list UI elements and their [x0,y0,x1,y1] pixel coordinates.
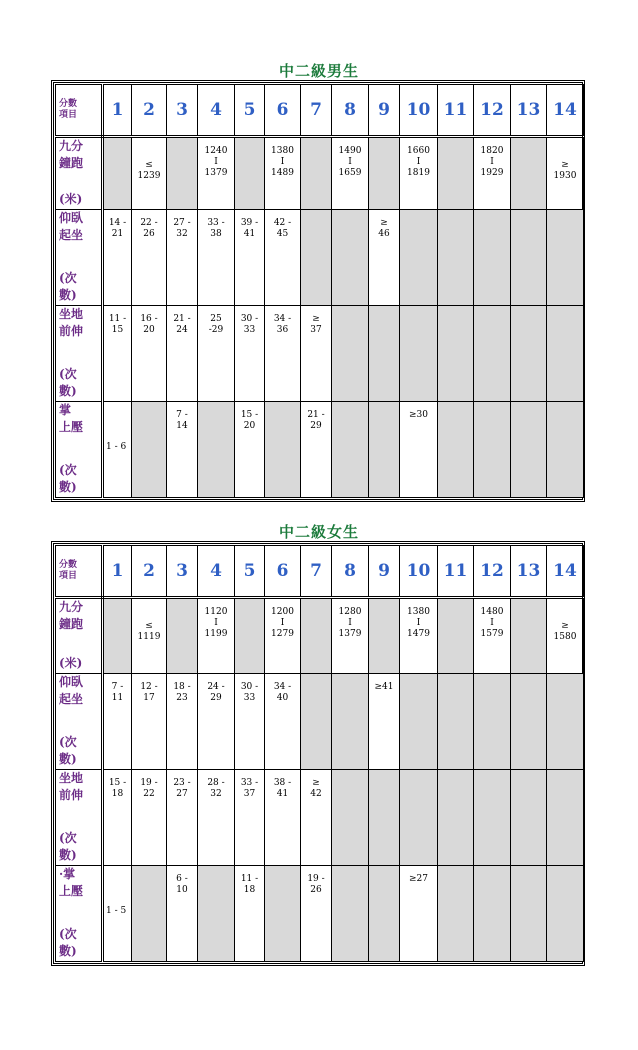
score-cell-value: 19 - 22 [140,778,158,799]
score-cell [301,137,332,210]
score-cell-value [438,306,473,314]
score-cell [167,306,198,402]
score-cell [132,137,167,210]
score-cell-value: ≥41 [374,682,394,692]
score-cell [332,866,369,962]
score-cell [265,306,301,402]
score-cell [438,402,474,498]
score-cell-value [369,599,399,607]
score-cell [167,402,198,498]
score-header-9: 9 [369,85,400,137]
score-cell [400,866,438,962]
score-cell-value [511,402,546,410]
score-cell [198,402,235,498]
score-cell [511,674,547,770]
score-cell [400,402,438,498]
score-cell-value [547,402,583,410]
score-header-8: 8 [332,546,369,598]
score-cell [332,598,369,674]
row-label [56,402,103,498]
score-cell-value [547,866,583,874]
corner-line-score: 分數 [59,99,78,109]
score-cell-value [369,306,399,314]
score-cell-value: ≥ 37 [310,314,322,335]
score-cell [400,674,438,770]
score-cell [132,770,167,866]
score-cell [547,674,584,770]
row-label-name: 仰臥 起坐 [59,211,84,242]
score-cell-value [547,210,583,218]
boys-row-push-ups [56,402,584,498]
score-cell-value [438,210,473,218]
score-cell-value [511,866,546,874]
score-header-14: 14 [547,546,584,598]
score-cell [103,866,132,962]
score-cell [265,770,301,866]
boys-row-nine-minute-run [56,137,584,210]
score-cell-value [400,674,437,682]
score-cell-value [301,210,331,218]
score-cell [132,210,167,306]
score-cell [103,402,132,498]
score-cell-value: 1480 I 1579 [480,607,504,639]
row-label-unit: (次 數) [59,735,77,766]
score-cell-value: 1820 I 1929 [480,146,504,178]
score-cell-value [438,674,473,682]
score-cell [511,210,547,306]
score-cell [132,674,167,770]
score-cell-value [474,674,510,682]
score-cell [438,598,474,674]
score-header-4: 4 [198,546,235,598]
score-cell-value [104,138,131,146]
score-cell [369,674,400,770]
score-cell [167,598,198,674]
score-cell-value [301,599,331,607]
corner-line-item: 項目 [59,571,78,581]
score-cell-value: 1 - 5 [106,906,127,916]
score-cell [103,770,132,866]
score-cell [198,770,235,866]
score-cell-value: 1 - 6 [106,442,127,452]
score-cell-value [301,674,331,682]
score-cell-value: 34 - 40 [273,682,292,703]
score-cell [369,598,400,674]
score-cell-value [511,674,546,682]
score-header-5: 5 [235,546,265,598]
score-cell [438,866,474,962]
score-cell [332,306,369,402]
score-cell-value: 34 - 36 [273,314,292,335]
score-header-2: 2 [132,85,167,137]
score-cell-value: 1660 I 1819 [407,146,430,178]
score-cell [301,674,332,770]
score-cell [198,306,235,402]
score-header-12: 12 [474,546,511,598]
score-cell [400,306,438,402]
score-cell-value: 27 - 32 [173,218,191,239]
score-cell [547,866,584,962]
score-cell-value [474,866,510,874]
row-label [56,137,103,210]
score-cell [332,137,369,210]
girls-row-sit-ups [56,674,584,770]
score-cell-value [511,210,546,218]
score-cell-value: 21 - 29 [307,410,325,431]
row-label-name: ·掌 上壓 [59,867,84,898]
score-cell-value [511,306,546,314]
score-header-10: 10 [400,546,438,598]
score-cell-value: ≥ 1930 [553,160,577,181]
score-cell-value [332,866,368,874]
score-cell [265,598,301,674]
score-cell-value: 28 - 32 [207,778,225,799]
score-header-3: 3 [167,85,198,137]
score-cell [235,306,265,402]
score-cell [438,210,474,306]
score-cell-value [438,138,473,146]
score-cell [474,210,511,306]
score-cell-value [332,674,368,682]
score-cell-value [301,138,331,146]
score-cell-value: 11 - 18 [240,874,259,895]
score-cell [438,770,474,866]
score-cell-value [198,866,234,874]
row-label-unit: (次 數) [59,271,77,302]
score-cell [474,770,511,866]
score-cell [235,674,265,770]
score-cell [167,210,198,306]
row-label-unit: (次 數) [59,463,77,494]
score-cell [103,306,132,402]
score-cell [301,598,332,674]
score-cell-value [369,138,399,146]
score-cell-value: 23 - 27 [173,778,191,799]
score-cell [474,866,511,962]
score-cell [369,402,400,498]
score-cell-value: ≤ 1119 [137,621,161,642]
score-cell-value [438,599,473,607]
score-header-7: 7 [301,546,332,598]
score-cell-value: ≥27 [409,874,428,884]
score-header-12: 12 [474,85,511,137]
score-cell-value: 19 - 26 [307,874,325,895]
score-cell [547,598,584,674]
row-label-unit: (次 數) [59,927,77,958]
score-cell [132,402,167,498]
score-cell [438,306,474,402]
row-label [56,210,103,306]
score-cell [132,866,167,962]
score-cell-value: 1200 I 1279 [271,607,294,639]
score-cell [369,866,400,962]
score-cell [235,598,265,674]
boys-row-sit-ups [56,210,584,306]
row-label [56,770,103,866]
score-header-7: 7 [301,85,332,137]
score-cell [198,598,235,674]
score-cell-value [332,210,368,218]
score-header-3: 3 [167,546,198,598]
score-cell [198,866,235,962]
score-cell [103,137,132,210]
score-header-13: 13 [511,85,547,137]
score-cell [400,598,438,674]
score-cell-value: 22 - 26 [140,218,158,239]
score-cell-value [474,402,510,410]
score-cell-value: 7 - 14 [176,410,188,431]
score-cell [103,210,132,306]
score-cell [103,598,132,674]
score-cell [332,402,369,498]
score-cell [301,402,332,498]
score-cell [167,137,198,210]
score-cell-value: ≥30 [409,410,428,420]
score-header-6: 6 [265,546,301,598]
score-header-1: 1 [103,85,132,137]
score-cell [167,770,198,866]
score-header-5: 5 [235,85,265,137]
row-label-unit: (米) [59,656,83,670]
score-cell [369,210,400,306]
score-cell [369,770,400,866]
score-cell-value [438,402,473,410]
score-cell [474,137,511,210]
score-cell-value: ≥ 1580 [553,621,577,642]
score-cell [332,674,369,770]
score-cell-value [332,402,368,410]
score-cell-value: 38 - 41 [273,778,292,799]
score-cell-value: 1280 I 1379 [338,607,362,639]
score-header-6: 6 [265,85,301,137]
score-cell [265,210,301,306]
row-label-name: 掌 上壓 [59,403,84,434]
score-cell-value [132,866,166,874]
score-cell [198,137,235,210]
score-cell-value [547,306,583,314]
girls-row-nine-minute-run [56,598,584,674]
row-label-name: 九分 鐘跑 [59,139,84,170]
score-cell-value: ≥ 46 [378,218,390,239]
score-cell-value [474,770,510,778]
girls-section-title: 中二級女生 [278,523,359,541]
score-cell [301,210,332,306]
score-cell-value: 1120 I 1199 [204,607,228,639]
row-label-name: 九分 鐘跑 [59,600,84,631]
score-cell-value [474,210,510,218]
row-label-unit: (米) [59,192,83,206]
score-cell-value: 24 - 29 [207,682,225,703]
score-cell-value: 30 - 33 [240,682,259,703]
score-cell-value: 12 - 17 [140,682,158,703]
score-cell-value [132,402,166,410]
score-cell [301,770,332,866]
score-cell [511,137,547,210]
score-cell [474,402,511,498]
boys-corner-label [56,85,103,137]
score-cell-value [400,210,437,218]
score-cell-value: 7 - 11 [111,682,124,703]
score-cell [400,770,438,866]
score-cell-value [369,866,399,874]
boys-section-title: 中二級男生 [278,62,359,80]
row-label-name: 坐地 前伸 [59,307,84,338]
score-cell-value: 21 - 24 [173,314,191,335]
row-label [56,866,103,962]
score-cell-value [511,770,546,778]
score-cell [547,402,584,498]
score-header-11: 11 [438,546,474,598]
row-label-unit: (次 數) [59,367,77,398]
score-cell-value: ≥ 42 [310,778,322,799]
score-cell [547,770,584,866]
score-cell-value: 18 - 23 [173,682,191,703]
score-cell-value [332,770,368,778]
score-cell [235,402,265,498]
score-cell [265,674,301,770]
score-cell-value: 25 -29 [208,314,224,335]
score-cell-value: 1380 I 1479 [407,607,430,639]
score-cell [198,674,235,770]
score-header-1: 1 [103,546,132,598]
score-cell-value: 42 - 45 [273,218,292,239]
score-cell [167,866,198,962]
girls-row-push-ups [56,866,584,962]
score-cell [265,866,301,962]
score-cell-value [332,306,368,314]
score-cell-value [265,402,300,410]
score-cell-value [511,599,546,607]
score-cell-value: 16 - 20 [140,314,158,335]
score-cell-value [167,599,197,607]
score-header-10: 10 [400,85,438,137]
score-cell [438,674,474,770]
score-cell-value [438,770,473,778]
corner-line-score: 分數 [59,560,78,570]
score-cell-value: 1380 I 1489 [271,146,294,178]
score-cell [132,306,167,402]
score-cell-value [369,402,399,410]
score-cell [474,674,511,770]
score-cell-value: 39 - 41 [240,218,259,239]
score-cell [332,770,369,866]
row-label-name: 坐地 前伸 [59,771,84,802]
score-header-8: 8 [332,85,369,137]
score-header-9: 9 [369,546,400,598]
score-cell [511,402,547,498]
score-cell-value: 6 - 10 [176,874,188,895]
score-cell-value [511,138,546,146]
score-cell-value: 1490 I 1659 [338,146,362,178]
row-label-unit: (次 數) [59,831,77,862]
score-cell [438,137,474,210]
score-cell-value: 30 - 33 [240,314,259,335]
score-cell [265,402,301,498]
row-label [56,306,103,402]
score-header-11: 11 [438,85,474,137]
score-cell [235,137,265,210]
score-cell [369,306,400,402]
score-cell-value [547,770,583,778]
score-cell [167,674,198,770]
score-cell [332,210,369,306]
score-cell [265,137,301,210]
score-cell-value [547,674,583,682]
score-cell [511,770,547,866]
score-cell [301,866,332,962]
score-cell-value [265,866,300,874]
score-header-4: 4 [198,85,235,137]
score-cell [547,137,584,210]
score-cell-value: 14 - 21 [108,218,127,239]
score-cell-value [438,866,473,874]
score-cell-value: 15 - 20 [240,410,259,431]
score-cell [369,137,400,210]
score-cell-value: 33 - 37 [240,778,259,799]
score-cell [103,674,132,770]
score-cell [511,306,547,402]
score-header-2: 2 [132,546,167,598]
score-cell-value [400,306,437,314]
score-cell [301,306,332,402]
score-cell [132,598,167,674]
boys-row-sit-and-reach [56,306,584,402]
score-cell-value: 11 - 15 [108,314,127,335]
score-cell-value [198,402,234,410]
score-cell [400,137,438,210]
row-label-name: 仰臥 起坐 [59,675,84,706]
score-cell-value [235,599,264,607]
score-cell [198,210,235,306]
score-cell [547,210,584,306]
score-cell [235,770,265,866]
score-cell [400,210,438,306]
score-cell [547,306,584,402]
row-label [56,598,103,674]
corner-line-item: 項目 [59,110,78,120]
score-cell [511,598,547,674]
score-cell-value [369,770,399,778]
score-cell-value: 15 - 18 [108,778,127,799]
score-cell-value: ≤ 1239 [137,160,161,181]
score-cell [511,866,547,962]
score-header-14: 14 [547,85,584,137]
score-cell-value [400,770,437,778]
girls-score-table [51,541,585,966]
score-cell-value [167,138,197,146]
boys-score-table [51,80,585,502]
score-cell-value: 33 - 38 [207,218,225,239]
score-cell-value: 1240 I 1379 [204,146,228,178]
score-cell [474,598,511,674]
girls-row-sit-and-reach [56,770,584,866]
score-cell [235,210,265,306]
row-label [56,674,103,770]
score-cell-value [474,306,510,314]
score-cell [235,866,265,962]
score-cell-value [104,599,131,607]
girls-corner-label [56,546,103,598]
score-cell [474,306,511,402]
score-cell-value [235,138,264,146]
score-header-13: 13 [511,546,547,598]
